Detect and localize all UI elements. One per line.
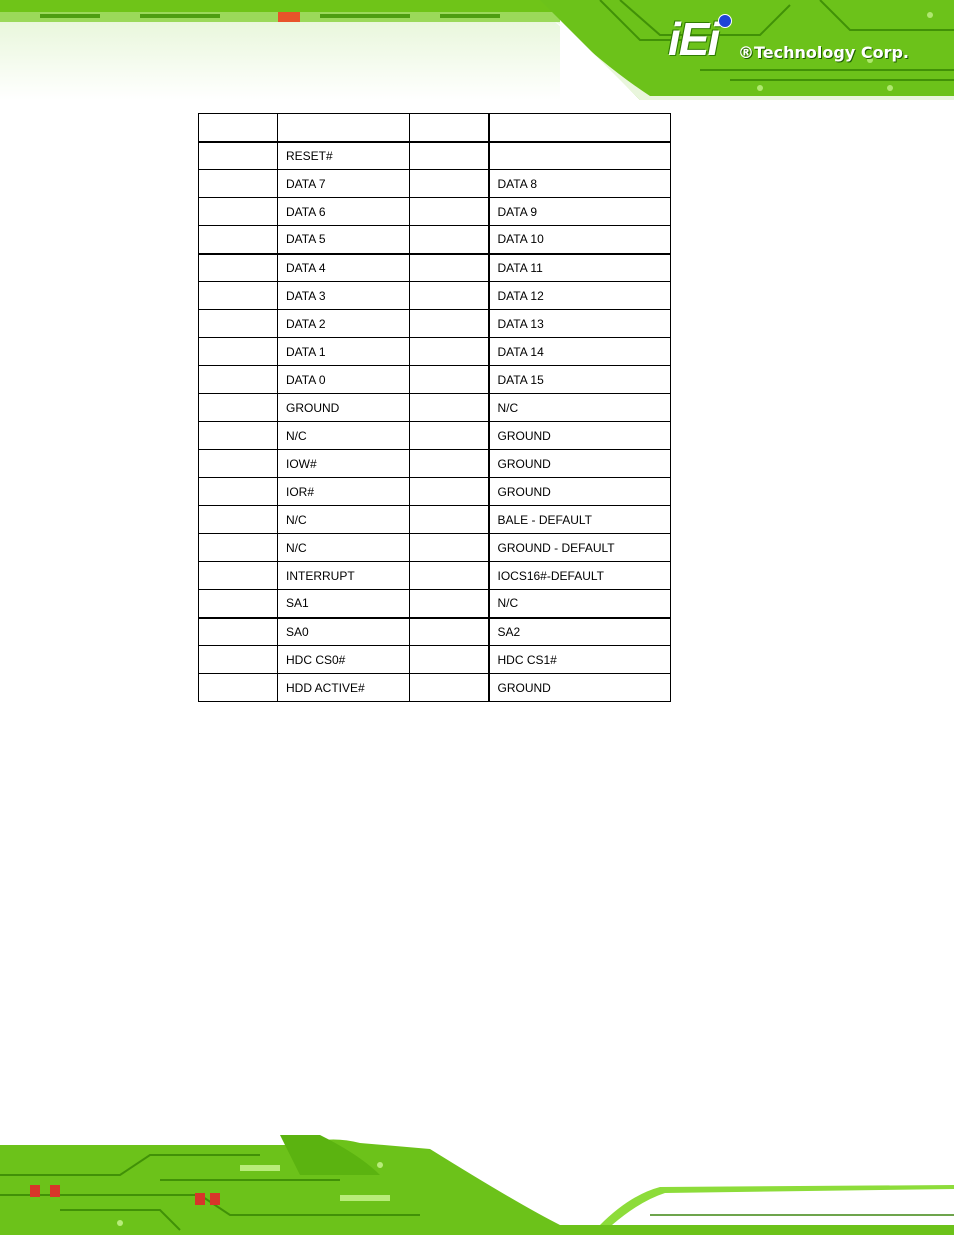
table-cell bbox=[199, 646, 278, 674]
table-cell: DATA 12 bbox=[489, 282, 671, 310]
table-cell bbox=[410, 142, 489, 170]
table-cell bbox=[199, 590, 278, 618]
table-cell: RESET# bbox=[278, 142, 410, 170]
table-cell bbox=[410, 674, 489, 702]
table-cell bbox=[199, 562, 278, 590]
table-cell bbox=[199, 366, 278, 394]
table-cell bbox=[199, 450, 278, 478]
table-row bbox=[199, 394, 671, 422]
table-cell bbox=[199, 394, 278, 422]
table-row bbox=[199, 450, 671, 478]
table-row bbox=[199, 422, 671, 450]
table-row bbox=[199, 338, 671, 366]
table-cell bbox=[410, 114, 489, 142]
table-cell: IOCS16#-DEFAULT bbox=[489, 562, 671, 590]
table-cell bbox=[410, 590, 489, 618]
table-cell: GROUND bbox=[489, 422, 671, 450]
table-cell: DATA 0 bbox=[278, 366, 410, 394]
table-row bbox=[199, 254, 671, 282]
table-cell: DATA 13 bbox=[489, 310, 671, 338]
table-cell: GROUND bbox=[278, 394, 410, 422]
table-row bbox=[199, 562, 671, 590]
table-row bbox=[199, 478, 671, 506]
table-cell bbox=[199, 114, 278, 142]
table-row bbox=[199, 142, 671, 170]
table-row bbox=[199, 198, 671, 226]
table-row bbox=[199, 674, 671, 702]
table-cell bbox=[199, 310, 278, 338]
table-cell bbox=[199, 506, 278, 534]
table-cell bbox=[199, 226, 278, 254]
table-cell bbox=[410, 478, 489, 506]
table-row bbox=[199, 590, 671, 618]
table-cell: N/C bbox=[278, 422, 410, 450]
table-row bbox=[199, 366, 671, 394]
table-cell bbox=[410, 310, 489, 338]
table-cell: DATA 9 bbox=[489, 198, 671, 226]
table-cell: N/C bbox=[489, 394, 671, 422]
table-cell: DATA 6 bbox=[278, 198, 410, 226]
table-cell bbox=[410, 366, 489, 394]
logo-brand: iEi bbox=[668, 13, 719, 65]
table-cell: DATA 11 bbox=[489, 254, 671, 282]
table-cell bbox=[199, 422, 278, 450]
table-cell bbox=[199, 338, 278, 366]
table-cell: N/C bbox=[278, 506, 410, 534]
logo-tagline: ®Technology Corp. bbox=[738, 43, 909, 62]
table-row bbox=[199, 170, 671, 198]
table-row bbox=[199, 226, 671, 254]
table-cell: N/C bbox=[489, 590, 671, 618]
table-cell: SA1 bbox=[278, 590, 410, 618]
table-cell: DATA 5 bbox=[278, 226, 410, 254]
table-cell bbox=[410, 282, 489, 310]
table-cell bbox=[410, 562, 489, 590]
table-cell bbox=[199, 618, 278, 646]
table-cell: DATA 7 bbox=[278, 170, 410, 198]
pin-table bbox=[198, 113, 671, 702]
table-cell: INTERRUPT bbox=[278, 562, 410, 590]
table-cell bbox=[410, 198, 489, 226]
table-cell bbox=[410, 422, 489, 450]
table-cell bbox=[489, 142, 671, 170]
table-cell: DATA 4 bbox=[278, 254, 410, 282]
table-cell: IOR# bbox=[278, 478, 410, 506]
table-cell bbox=[199, 674, 278, 702]
table-cell: DATA 3 bbox=[278, 282, 410, 310]
table-cell: HDD ACTIVE# bbox=[278, 674, 410, 702]
table-cell: HDC CS0# bbox=[278, 646, 410, 674]
table-cell: GROUND bbox=[489, 450, 671, 478]
header-banner bbox=[0, 0, 954, 100]
table-cell bbox=[410, 254, 489, 282]
table-row bbox=[199, 646, 671, 674]
table-cell bbox=[199, 170, 278, 198]
table-cell bbox=[410, 506, 489, 534]
table-cell bbox=[199, 142, 278, 170]
table-cell bbox=[410, 534, 489, 562]
table-cell: DATA 8 bbox=[489, 170, 671, 198]
table-cell: GROUND bbox=[489, 478, 671, 506]
footer-banner bbox=[0, 1135, 954, 1235]
table-row bbox=[199, 506, 671, 534]
table-cell: SA0 bbox=[278, 618, 410, 646]
table-row bbox=[199, 310, 671, 338]
table-cell: BALE - DEFAULT bbox=[489, 506, 671, 534]
table-cell bbox=[410, 226, 489, 254]
table-row bbox=[199, 282, 671, 310]
logo-dot-icon bbox=[718, 14, 732, 28]
pcb-footer-graphic bbox=[0, 1135, 954, 1235]
table-cell: DATA 10 bbox=[489, 226, 671, 254]
table-cell: GROUND bbox=[489, 674, 671, 702]
company-logo bbox=[668, 14, 948, 74]
table-cell: HDC CS1# bbox=[489, 646, 671, 674]
table-cell bbox=[199, 534, 278, 562]
table-cell: DATA 14 bbox=[489, 338, 671, 366]
table-cell bbox=[410, 450, 489, 478]
table-cell: IOW# bbox=[278, 450, 410, 478]
table-cell: GROUND - DEFAULT bbox=[489, 534, 671, 562]
table-cell bbox=[410, 338, 489, 366]
table-cell: SA2 bbox=[489, 618, 671, 646]
table-cell bbox=[199, 254, 278, 282]
table-cell: N/C bbox=[278, 534, 410, 562]
table-cell bbox=[199, 198, 278, 226]
table-cell: DATA 2 bbox=[278, 310, 410, 338]
table-cell bbox=[199, 478, 278, 506]
table-row bbox=[199, 114, 671, 142]
table-cell bbox=[410, 618, 489, 646]
table-cell bbox=[278, 114, 410, 142]
table-cell bbox=[410, 646, 489, 674]
table-cell bbox=[199, 282, 278, 310]
table-row bbox=[199, 618, 671, 646]
table-cell: DATA 15 bbox=[489, 366, 671, 394]
table-cell: DATA 1 bbox=[278, 338, 410, 366]
table-cell bbox=[410, 170, 489, 198]
table-row bbox=[199, 534, 671, 562]
table-cell bbox=[410, 394, 489, 422]
table-cell bbox=[489, 114, 671, 142]
